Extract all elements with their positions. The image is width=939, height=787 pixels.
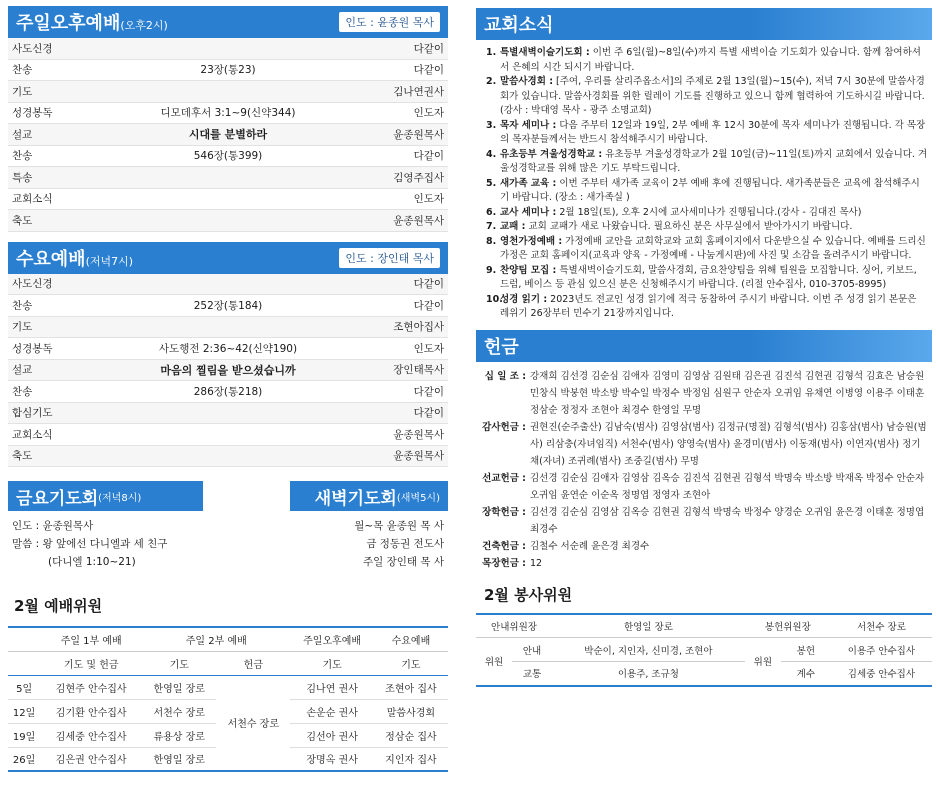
- order-item-leader: 장인태목사: [393, 364, 444, 377]
- service1-cell: 김세중 안수집사: [55, 731, 127, 743]
- wednesday-title: 수요예배(저녁7시): [16, 248, 134, 270]
- offering-type: 건축헌금 :: [482, 540, 526, 552]
- order-item-leader: 인도자: [413, 342, 444, 355]
- news-heading: 목자 세미나 :: [500, 119, 557, 131]
- news-text: 유초등부 겨울성경학교가 2월 10일(금)~11일(토)까지 교회에서 있습니다. 겨울성경학교를 위해 많은 기도 부탁드립니다.: [500, 148, 928, 174]
- order-item-leader: 인도자: [413, 193, 444, 206]
- svc-wi-2: 위원: [753, 657, 773, 669]
- th-empty-2: [8, 651, 40, 675]
- news-heading: 교패 :: [500, 221, 526, 232]
- order-item-leader: 인도자: [413, 107, 444, 120]
- news-body: [500, 75, 928, 119]
- svc-h1: 안내위원장: [491, 621, 537, 633]
- order-row: [8, 103, 448, 125]
- service2-prayer-cell: 한영일 장로: [153, 683, 205, 695]
- wednesday-order: [8, 274, 448, 468]
- order-item-name: 성경봉독: [12, 107, 53, 120]
- news-text: 교회 교패가 새로 나왔습니다. 필요하신 분은 사무실에서 받아가시기 바랍니다.: [528, 221, 853, 232]
- dawn-line-2: 금 정동권 전도사: [366, 538, 444, 550]
- news-number: 7.: [486, 221, 497, 232]
- dawn-prayer: [290, 481, 448, 577]
- order-row: [8, 124, 448, 146]
- order-item-detail: 286장(통218): [193, 385, 263, 398]
- news-body: [500, 119, 928, 148]
- order-item-leader: 다같이: [413, 150, 444, 163]
- th-service-4: 수요예배: [391, 635, 431, 647]
- th-role-1: 기도 및 헌금: [63, 659, 119, 671]
- order-item-detail: 252장(통184): [193, 299, 263, 312]
- right-column: [476, 0, 932, 687]
- date-cell: 19일: [12, 731, 36, 743]
- offering-names: 12: [530, 557, 543, 569]
- svc-h2: 봉헌위원장: [764, 621, 811, 633]
- news-item: [486, 293, 928, 322]
- order-row: [8, 81, 448, 103]
- news-number: 1.: [486, 47, 497, 58]
- news-heading: 말씀사경회 :: [500, 76, 553, 87]
- wednesday-lead: 인도 : 장인태 목사: [339, 248, 440, 268]
- order-row: [8, 295, 448, 317]
- order-row: [8, 60, 448, 82]
- offering-header: [476, 330, 932, 362]
- order-item-leader: 윤종원목사: [393, 128, 444, 141]
- order-item-leader: 다같이: [413, 299, 444, 312]
- order-row: [8, 424, 448, 446]
- dawn-title: 새벽기도회 (새벽5시): [290, 481, 448, 511]
- news-body: [500, 206, 928, 221]
- order-item-leader: 다같이: [413, 278, 444, 291]
- sunday-header: [8, 6, 448, 38]
- news-heading: 성경 읽기 :: [500, 293, 548, 305]
- news-heading: 교사 세미나 :: [500, 206, 557, 218]
- offering-names: 강재희 김선경 김순심 김애자 김영미 김영삼 김원태 김은권 김진석 김현권 김형석 김효은 남승원 민창식 박붕현 박소방 박수일 박정수 박정임 심원구 안순자 오귀임 유채연 이병영 이용주 이태훈 정삼순 정정자 조현아 최경수 한영일 무명: [530, 370, 925, 416]
- wednesday-cell: 지인자 집사: [385, 755, 437, 767]
- offering-names: 김선경 김순심 김영삼 김옥승 김현권 김형석 박명숙 박정수 양경순 오귀임 윤은경 이태훈 정명엽 최경수: [530, 506, 925, 535]
- friday-leader: 인도 : 윤종원목사: [12, 520, 94, 532]
- service2-prayer-cell: 한영일 장로: [153, 755, 205, 767]
- order-row: [8, 210, 448, 232]
- news-body: [500, 220, 928, 235]
- news-item: [486, 119, 928, 148]
- svc-r1k2: 봉헌: [796, 645, 816, 657]
- news-body: [500, 177, 928, 206]
- news-number: 5.: [486, 177, 497, 189]
- order-item-detail: 마음의 찔림을 받으셨습니까: [160, 363, 296, 377]
- order-item-detail: 사도행전 2:36~42(신약190): [158, 342, 298, 355]
- offering-type: 감사헌금 :: [482, 421, 526, 433]
- svc-r2k2: 계수: [796, 669, 816, 681]
- svc-wi-1: 위원: [484, 657, 504, 669]
- order-item-leader: 윤종원목사: [393, 428, 444, 441]
- offering-item: [476, 538, 928, 555]
- wednesday-header: [8, 242, 448, 274]
- order-item-leader: 조현아집사: [393, 321, 444, 334]
- news-body: [500, 293, 928, 322]
- news-item: [486, 264, 928, 293]
- afternoon-cell: 김나연 권사: [306, 683, 358, 695]
- wednesday-cell: 정삼순 집사: [385, 731, 437, 743]
- offering-item: [476, 504, 928, 538]
- sunday-lead: 인도 : 윤종원 목사: [339, 12, 440, 32]
- order-item-name: 찬송: [12, 299, 33, 312]
- order-row: [8, 446, 448, 468]
- offering-item: [476, 470, 928, 504]
- news-title: 교회소식: [484, 15, 554, 36]
- th-empty: [8, 627, 40, 651]
- news-number: 4.: [486, 148, 497, 160]
- offering-type: 장학헌금 :: [482, 506, 526, 518]
- order-row: [8, 360, 448, 382]
- afternoon-cell: 김선아 권사: [306, 731, 358, 743]
- order-item-leader: 윤종원목사: [393, 214, 444, 227]
- order-item-detail: 23장(통23): [200, 64, 256, 77]
- svc-r1k: 안내: [522, 645, 542, 657]
- news-item: [486, 235, 928, 264]
- th-role-5: 기도: [401, 659, 421, 671]
- order-item-name: 특송: [12, 171, 33, 184]
- th-service-3: 주일오후예배: [303, 635, 362, 647]
- service2-prayer-cell: 서천수 장로: [153, 707, 205, 719]
- order-item-detail: 디모데후서 3:1~9(신약344): [160, 107, 296, 120]
- order-item-leader: 다같이: [413, 407, 444, 420]
- news-text: 2023년도 전교인 성경 읽기에 적극 동참하여 주시기 바랍니다. 이번 주 성경 읽기 본문은 레위기 26장부터 민수기 21장까지입니다.: [500, 293, 917, 319]
- feb-worship-title: 2월 예배위원: [14, 597, 103, 615]
- news-body: [500, 264, 928, 293]
- news-item: [486, 148, 928, 177]
- offering-item: [476, 555, 928, 572]
- order-item-name: 찬송: [12, 385, 33, 398]
- news-body: [500, 235, 928, 264]
- order-item-name: 사도신경: [12, 278, 53, 291]
- news-heading: 영천가정예배 :: [500, 235, 563, 247]
- order-item-name: 사도신경: [12, 42, 53, 55]
- th-role-2: 기도: [169, 659, 189, 671]
- feb-service-title: 2월 봉사위원: [484, 585, 573, 604]
- service1-cell: 김은권 안수집사: [55, 755, 127, 767]
- order-item-leader: 김영주집사: [393, 171, 444, 184]
- news-list: [476, 40, 932, 330]
- service2-prayer-cell: 류용상 장로: [153, 731, 205, 743]
- order-row: [8, 38, 448, 60]
- order-item-name: 찬송: [12, 64, 33, 77]
- news-number: 3.: [486, 119, 497, 131]
- service2-offering-cell: 서천수 장로: [227, 719, 280, 731]
- order-item-name: 축도: [12, 450, 33, 463]
- news-item: [486, 177, 928, 206]
- news-item: [486, 75, 928, 119]
- order-item-detail: 시대를 분별하라: [188, 128, 268, 142]
- order-row: [8, 146, 448, 168]
- news-text: 이번 주부터 새가족 교육이 2부 예배 후에 진행됩니다. 새가족분들은 교육에 참석해주시기 바랍니다. (장소 : 새가족실 ): [500, 177, 920, 203]
- order-item-name: 설교: [12, 128, 33, 141]
- news-number: 10.: [486, 293, 503, 305]
- order-item-name: 찬송: [12, 150, 33, 163]
- svc-r1v: 박순이, 지인자, 신미경, 조현아: [584, 645, 713, 657]
- service1-cell: 김현주 안수집사: [55, 683, 127, 695]
- th-role-4: 기도: [322, 659, 342, 671]
- offering-type: 선교헌금 :: [482, 472, 526, 484]
- news-heading: 찬양팀 모집 :: [500, 264, 557, 276]
- order-item-leader: 김나연권사: [393, 85, 444, 98]
- sunday-title: 주일오후예배(오후2시): [16, 13, 168, 34]
- prayer-section: [8, 481, 448, 577]
- date-cell: 12일: [12, 707, 36, 719]
- order-row: [8, 317, 448, 339]
- friday-title: 금요기도회 (저녁8시): [8, 481, 203, 511]
- order-row: [8, 381, 448, 403]
- order-item-leader: 다같이: [413, 64, 444, 77]
- offering-type: 십 일 조 :: [484, 370, 526, 382]
- news-number: 9.: [486, 264, 497, 276]
- svc-r2v2: 김세중 안수집사: [847, 669, 916, 681]
- offering-type: 목장헌금 :: [482, 557, 526, 569]
- th-service-1: 주일 1부 예배: [60, 635, 122, 647]
- svc-r2k: 교통: [522, 669, 542, 681]
- offering-title: 헌금: [484, 336, 519, 358]
- dawn-line-3: 주일 장인태 목 사: [362, 556, 444, 568]
- order-row: [8, 338, 448, 360]
- news-number: 2.: [486, 76, 497, 87]
- order-item-name: 설교: [12, 364, 33, 377]
- offering-names: 권현진(순주출산) 김남숙(범사) 김영삼(범사) 김정규(명절) 김형석(범사) 김홍삼(범사) 남승원(범사) 리삼충(자녀임직) 서천수(범사) 양영숙(범사) 윤경미(범사) 이동재(범사) 이연자(범사) 정기채(자녀) 조귀례(범사) 조중길(범사) 무명: [530, 421, 927, 467]
- friday-passage: (다니엘 1:10~21): [48, 556, 136, 568]
- svc-h1v: 한영일 장로: [623, 621, 673, 633]
- friday-sermon: 말씀 : 왕 앞에선 다니엘과 세 친구: [12, 538, 168, 550]
- order-row: [8, 167, 448, 189]
- order-item-name: 교회소식: [12, 428, 53, 441]
- order-item-name: 교회소식: [12, 193, 53, 206]
- order-item-name: 성경봉독: [12, 342, 53, 355]
- news-text: 다음 주부터 12일과 19일, 2부 예배 후 12시 30분에 목자 세미나가 진행됩니다. 각 목장의 목자분들께서는 반드시 참석해주시기 바랍니다.: [500, 119, 926, 145]
- order-row: [8, 189, 448, 211]
- svc-r1v2: 이용주 안수집사: [847, 645, 916, 657]
- order-item-leader: 다같이: [413, 385, 444, 398]
- offering-item: [476, 368, 928, 419]
- news-text: [주여, 우리를 살리주옵소서]의 주제로 2월 13일(월)~15(수), 저녁 7시 30분에 말씀사경회가 있습니다. 말씀사경회를 위한 릴레이 기도를 진행하고 있으니 함께 협력하여 기도하시길 바랍니다. (강사 : 박대영 목사 - 광주 소명교회): [500, 76, 925, 116]
- news-item: [486, 46, 928, 75]
- svc-r2v: 이용주, 조규청: [617, 669, 679, 681]
- feb-worship-table: [8, 626, 448, 772]
- news-text: 특별새벽이슬기도회, 말씀사경회, 금요찬양팀을 위해 팀원을 모집합니다. 싱어, 키보드, 드럼, 베이스 등 관심 있으신 분은 신청해주시기 바랍니다. (리절 안수집사, 010-3705-8995): [500, 264, 917, 290]
- date-cell: 5일: [16, 683, 33, 695]
- dawn-line-1: 월~목 윤종원 목 사: [354, 520, 444, 532]
- th-role-3: 헌금: [243, 659, 263, 671]
- th-service-2: 주일 2부 예배: [185, 635, 247, 647]
- order-item-name: 축도: [12, 214, 33, 227]
- offering-item: [476, 419, 928, 470]
- news-heading: 특별새벽이슬기도회 :: [500, 47, 590, 58]
- offering-names: 김선경 김순심 김애자 김영삼 김옥승 김진석 김현권 김형석 박명숙 박소방 박재옥 박정수 안순자 오귀임 윤연순 이순옥 정명엽 정영자 조현아: [530, 472, 925, 501]
- wednesday-cell: 조현아 집사: [385, 683, 437, 695]
- news-text: 이번 주 6일(월)~8일(수)까지 특별 새벽이슬 기도회가 있습니다. 함께 참여하셔서 은혜의 시간 되시기 바랍니다.: [500, 47, 921, 73]
- news-item: [486, 220, 928, 235]
- wednesday-cell: 말씀사경회: [386, 707, 436, 719]
- news-heading: 유초등부 겨울성경학교 :: [500, 148, 603, 160]
- left-column: [8, 0, 448, 772]
- afternoon-cell: 장명옥 권사: [306, 755, 358, 767]
- friday-prayer: [8, 481, 203, 577]
- news-text: 가정예배 교안을 교회학교와 교회 홈페이지에서 다운받으실 수 있습니다. 예배를 드리신 가정은 교회 홈페이지(교육과 양육 - 가정예배 - 나눔게시판)에 사진 및 소감을 올려주시기 바랍니다.: [500, 235, 926, 261]
- news-text: 2월 18일(토), 오후 2시에 교사세미나가 진행됩니다.(강사 - 김대진 목사): [559, 206, 862, 218]
- afternoon-cell: 손운순 권사: [306, 707, 358, 719]
- offering-names: 김철수 서순례 윤은경 최경수: [530, 540, 650, 552]
- order-item-name: 기도: [12, 321, 33, 334]
- news-item: [486, 206, 928, 221]
- sunday-order: [8, 38, 448, 232]
- order-item-detail: 546장(통399): [193, 150, 263, 163]
- service1-cell: 김기환 안수집사: [55, 707, 127, 719]
- news-number: 6.: [486, 206, 497, 218]
- news-header: [476, 8, 932, 40]
- offering-list: [476, 362, 932, 576]
- order-item-leader: 다같이: [413, 42, 444, 55]
- order-item-leader: 윤종원목사: [393, 450, 444, 463]
- feb-service-table: [476, 613, 932, 687]
- dawn-body: [290, 511, 448, 577]
- news-heading: 새가족 교육 :: [500, 177, 557, 189]
- friday-body: [8, 511, 203, 577]
- svc-h2v: 서천수 장로: [856, 621, 906, 633]
- news-body: [500, 46, 928, 75]
- order-item-name: 합심기도: [12, 407, 53, 420]
- news-number: 8.: [486, 235, 497, 247]
- news-body: [500, 148, 928, 177]
- order-row: [8, 274, 448, 296]
- order-item-name: 기도: [12, 85, 33, 98]
- order-row: [8, 403, 448, 425]
- date-cell: 26일: [12, 755, 36, 767]
- table-row: [8, 675, 448, 699]
